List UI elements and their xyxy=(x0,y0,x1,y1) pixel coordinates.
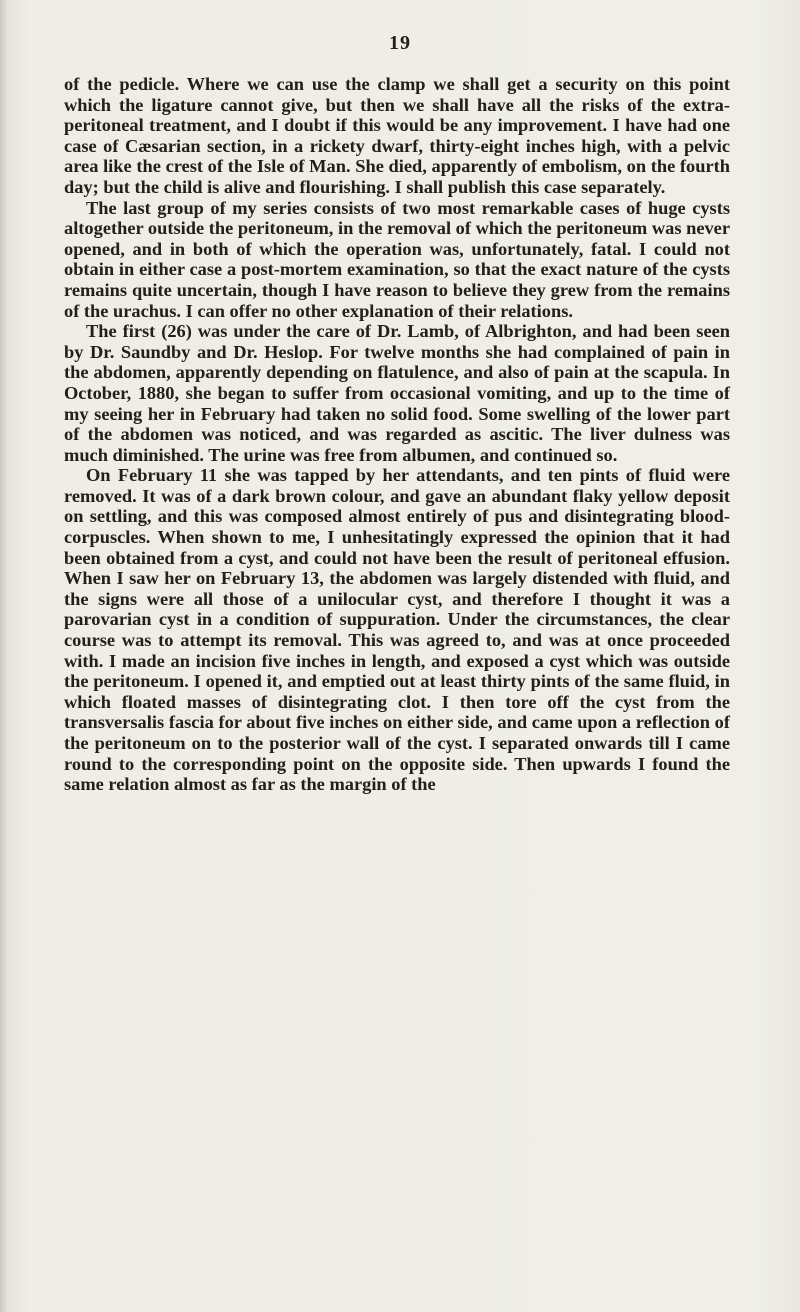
page-edge-shadow xyxy=(0,0,8,1312)
paragraph-first-case: The first (26) was under the care of Dr. Lamb, of Albrighton, and had been seen by Dr. Saundby and Dr. Heslop. For twelve months she had complained of pain in the abdomen, apparently depending on flatulence, and also of pain at the scapula. In October, 1880, she began to suffer from occasional vomiting, and up to the time of my seeing her in February had taken no solid food. Some swelling of the lower part of the abdomen was noticed, and was regarded as ascitic. The liver dulness was much diminished. The urine was free from albumen, and continued so. xyxy=(64,321,730,465)
page-number: 19 xyxy=(389,32,411,54)
paragraph-continued: of the pedicle. Where we can use the clamp we shall get a security on this point which the ligature cannot give, but then we shall have all the risks of the extra-peritoneal treatment, and I doubt if this would be any improvement. I have had one case of Cæsarian section, in a rickety dwarf, thirty-eight inches high, with a pelvic area like the crest of the Isle of Man. She died, apparently of embolism, on the fourth day; but the child is alive and flourishing. I shall publish this case separately. xyxy=(64,74,730,197)
paragraph-operation: On February 11 she was tapped by her attendants, and ten pints of fluid were removed. It was of a dark brown colour, and gave an abundant flaky yellow deposit on settling, and this was composed almost entirely of pus and disintegrating blood-corpuscles. When shown to me, I unhesitatingly expressed the opinion that it had been obtained from a cyst, and could not have been the result of peritoneal effusion. When I saw her on February 13, the abdomen was largely distended with fluid, and the signs were all those of a unilocular cyst, and therefore I thought it was a parovarian cyst in a condition of suppuration. Under the circumstances, the clear course was to attempt its removal. This was agreed to, and was at once proceeded with. I made an incision five inches in length, and exposed a cyst which was outside the peritoneum. I opened it, and emptied out at least thirty pints of the same fluid, in which floated masses of disintegrating clot. I then tore off the cyst from the transversalis fascia for about five inches on either side, and came upon a reflection of the peritoneum on to the posterior wall of the cyst. I separated onwards till I came round to the corresponding point on the opposite side. Then upwards I found the same relation almost as far as the margin of the xyxy=(64,465,730,795)
paragraph-urachus-cysts: The last group of my series consists of two most remarkable cases of huge cysts altogether outside the peritoneum, in the removal of which the peritoneum was never opened, and in both of which the operation was, unfortunately, fatal. I could not obtain in either case a post-mortem examination, so that the exact nature of the cysts remains quite uncertain, though I have reason to believe they grew from the remains of the urachus. I can offer no other explanation of their relations. xyxy=(64,197,730,321)
body-text xyxy=(64,74,730,795)
